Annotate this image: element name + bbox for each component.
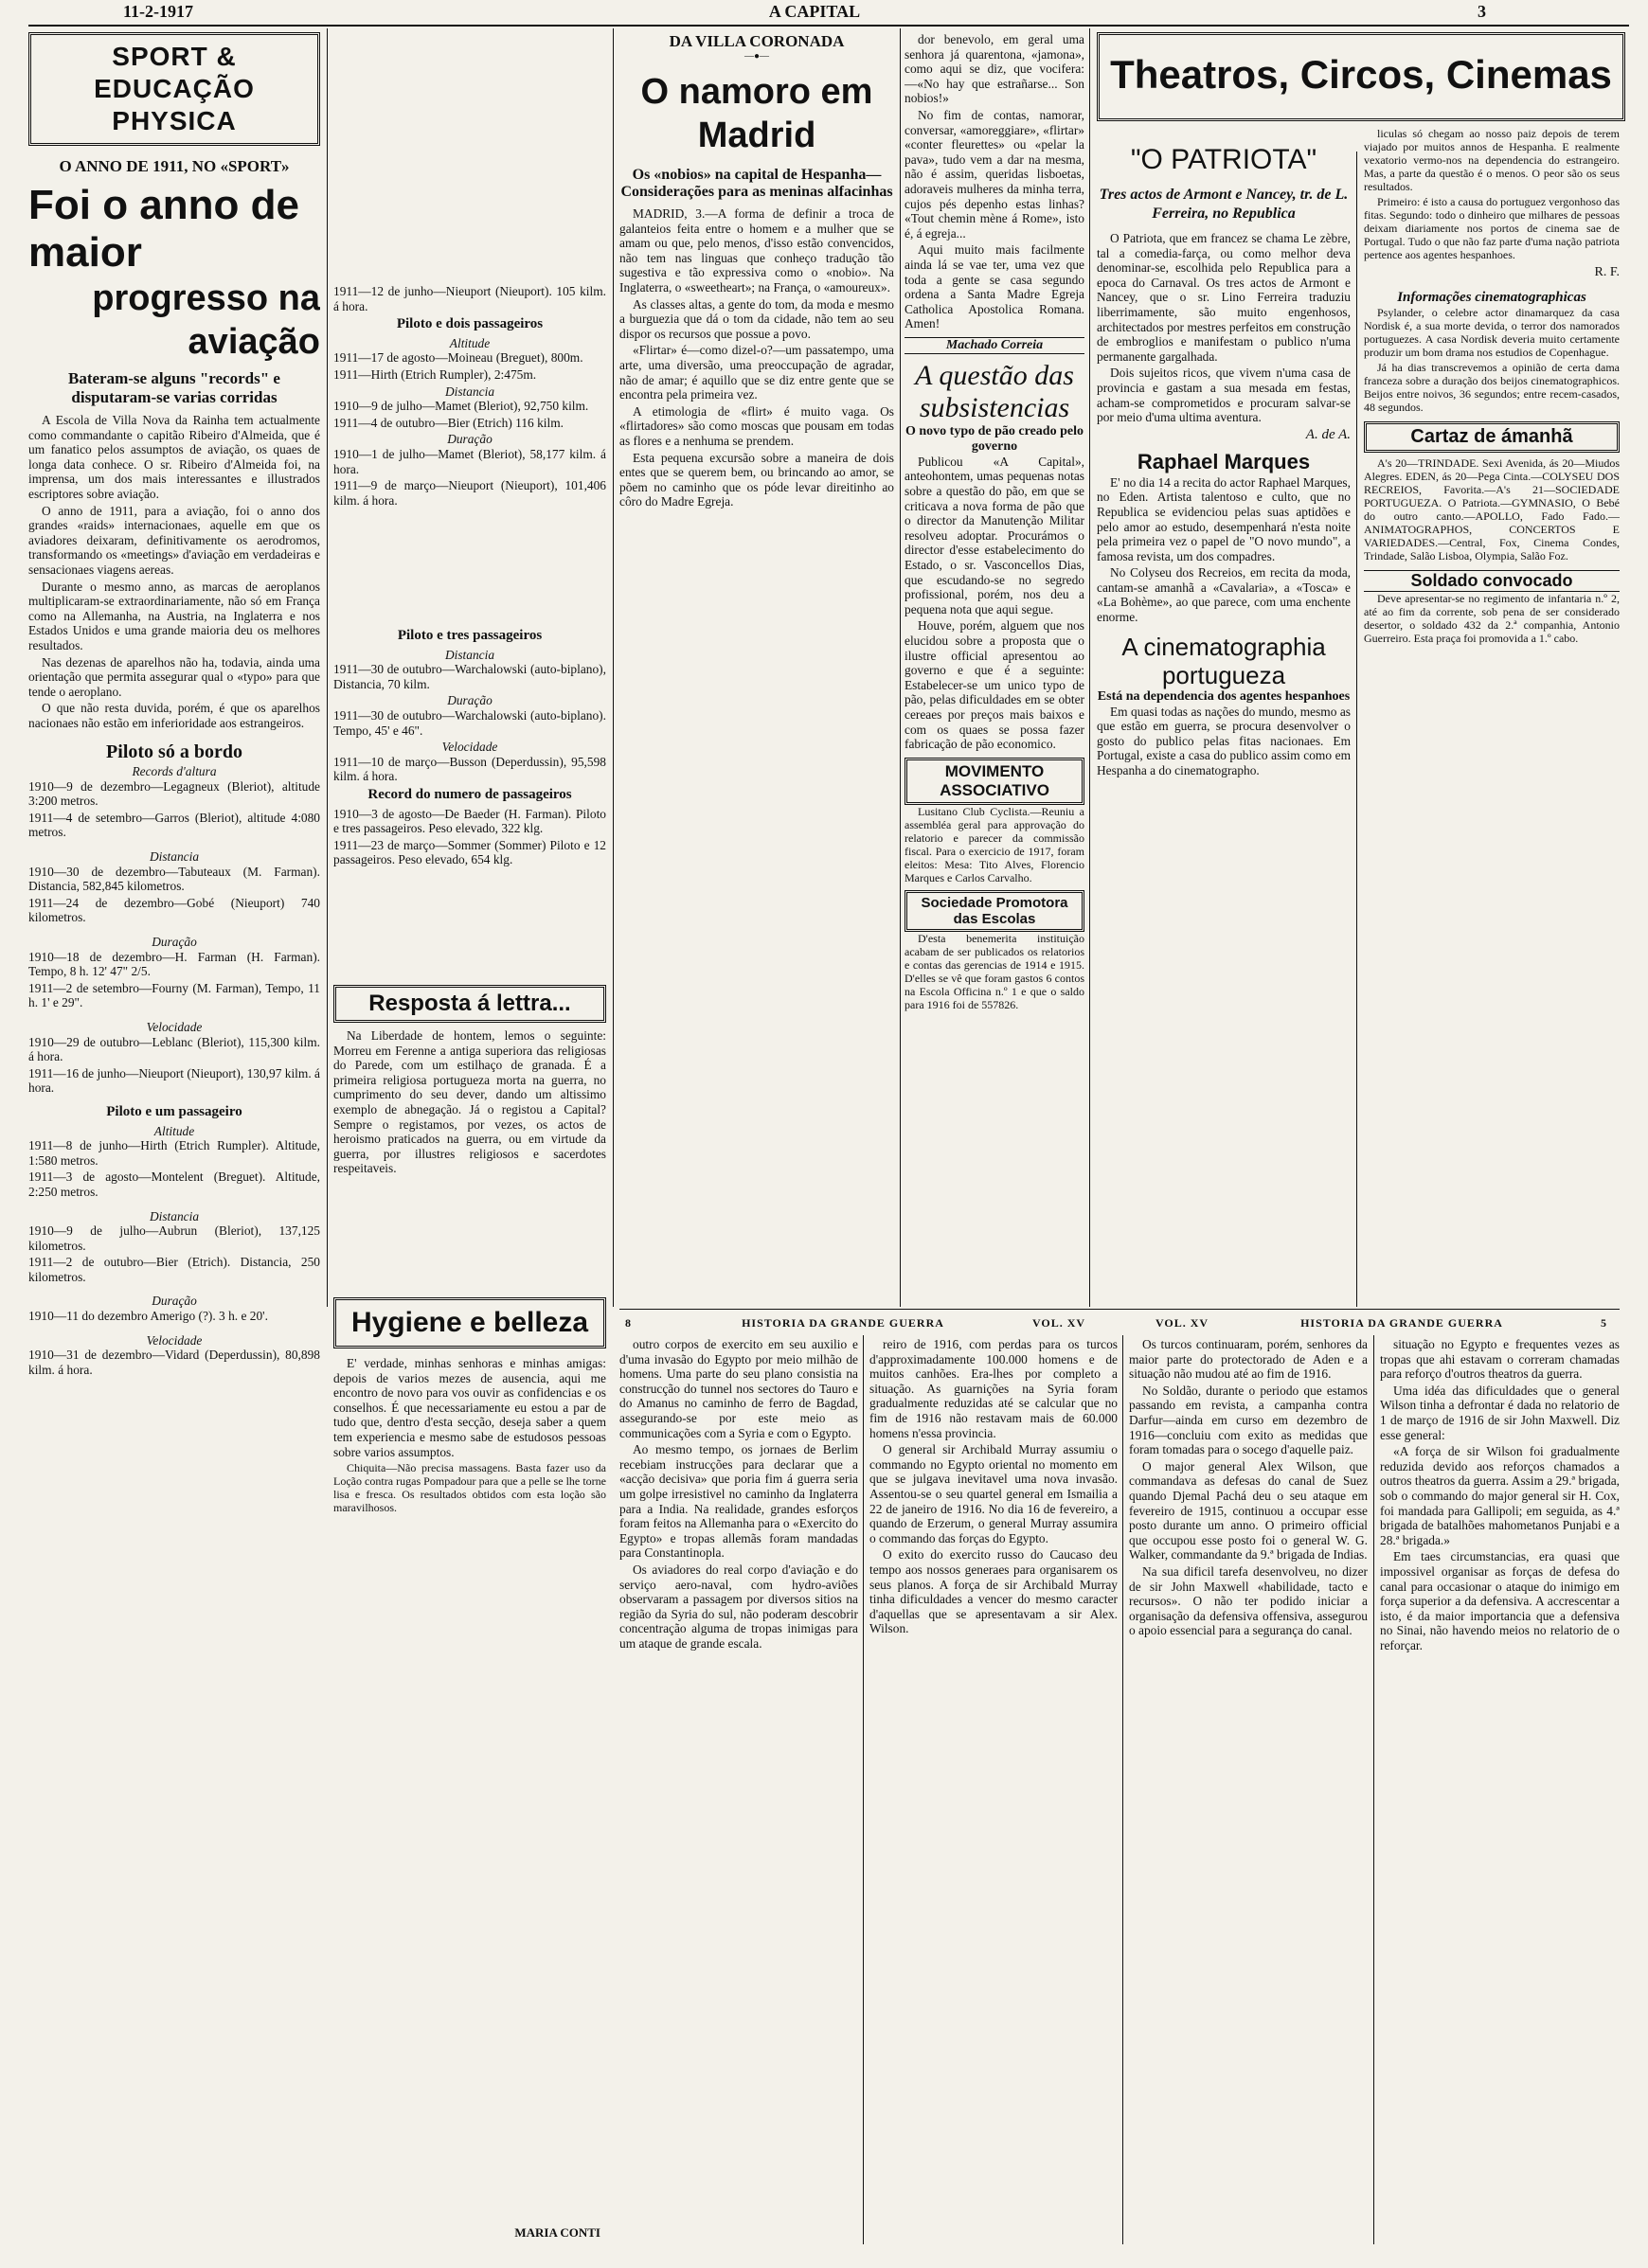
paragraph: As classes altas, a gente do tom, da moda e mesmo a burguezia que dá o tom da cidade, não tem ao seu dispor os recursos que possue a povo. [619,296,894,341]
history-column-d [1380,1337,1620,2237]
column-separator [613,28,614,1307]
paragraph: Uma idéa das dificuldades que o general Wilson tinha a defrontar é dada no relatorio de 1 de março de 1916 de sir John Maxwell. Diz esse general: [1380,1383,1620,1442]
records-subheading: Distancia [444,384,495,399]
theatre-section-title: Theatros, Circos, Cinemas [1097,32,1625,121]
society-title: Sociedade Promotora das Escolas [905,890,1084,932]
record-item: 1911—2 de setembro—Fourny (M. Farman), Tempo, 11 h. 1' e 29". [28,980,320,1010]
paragraph: O Patriota, que em francez se chama Le zèbre, tal a comedia-farça, ou como melhor deva denominar-se, escolhida pelo Republica para a epoca do Carnaval. Os tres actos de Armont e Nancey, que o sr. Lino Ferreira traduziu liberrimamente, são muito engenhosos, architectados por mestres perfeitos em construção de embroglios e manifestam o publico n'uma permanente gargalhada. [1097,231,1351,364]
paragraph: O que não resta duvida, porém, é que os aparelhos nacionaes não estão em inferioridade aos estrangeiros. [28,701,320,730]
paragraph: MADRID, 3.—A forma de definir a troca de galanteios feita entre o homem e a mulher que se amam ou que, pelo menos, d'isso estão convencidos, não tem nas linguas que conheço tradução tão sugestiva e tão expressiva como o «nobio». Na Inglaterra, o «sweetheart»; na França, o «amoureux». [619,206,894,295]
record-item: 1911—8 de junho—Hirth (Etrich Rumpler). Altitude, 1:580 metros. [28,1138,320,1168]
paragraph: No Colyseu dos Recreios, em recita da moda, cantam-se amanhã a «Cavalaria», a «Tosca» e «La Bohème», ao que parece, com uma enchente enorme. [1097,565,1351,625]
theatre-section [1097,127,1351,1301]
lower-left-volume: VOL. XV [1032,1316,1086,1330]
record-item: 1911—24 de dezembro—Gobé (Nieuport) 740 kilometros. [28,895,320,925]
record-item: 1911—9 de março—Nieuport (Nieuport), 101,406 kilm. á hora. [333,478,606,508]
record-item: 1911—3 de agosto—Montelent (Breguet). Altitude, 2:250 metros. [28,1170,320,1199]
info-body [1364,306,1620,414]
raphael-body [1097,475,1351,625]
records-heading: Piloto e um passageiro [106,1103,242,1119]
headline-line-1: Foi o anno de maior [28,182,299,276]
masthead-page-number: 3 [1478,2,1486,21]
paragraph: O general sir Archibald Murray assumiu o commando no Egypto oriental no momento em que se julgava inevitavel uma nova invasão. Assentou-se o seu quartel general em Ismailia a 22 de janeiro de 1916. No dia 16 de fevereiro, a quando de Erzerum, o general Murray assumira o commando das forças do Egypto. [869,1442,1118,1545]
records-continued [333,284,606,625]
column-separator [1373,1335,1374,2244]
paragraph: Primeiro: é isto a causa do portuguez vergonhoso das fitas. Segundo: todo o dinheiro que milhares de pessoas deixam diariamente nos portos de cinema sae de Portugal. Tudo o que não faz parte d'uma nação patriota pertence aos agentes hespanhoes. [1364,195,1620,261]
review-signature: A. de A. [1305,426,1351,442]
record-item: 1911—4 de setembro—Garros (Bleriot), altitude 4:080 metros. [28,810,320,840]
paragraph: Dois sujeitos ricos, que vivem n'uma casa de provincia e gastam a sua mesada em festas, acham-se comprometidos e procuram salvar-se por meio d'uma ultima aventura. [1097,366,1351,425]
lower-left-header: HISTORIA DA GRANDE GUERRA [742,1316,944,1330]
paragraph: A's 20—TRINDADE. Sexi Avenida, ás 20—Miudos Alegres. EDEN, ás 20—Pega Cinta.—COLYSEU DOS RECREIOS, Favorita.—A's 21—SOCIEDADE PORTUGUEZA. O Patriota.—GYMNASIO, O Bebé do outro canto.—APOLLO, Fado Fado.—ANIMATOGRAPHOS, CONCERTOS E VARIEDADES.—Central, Fox, Cinema Condes, Trindade, Salão Lisboa, Olympia, Salão Foz. [1364,456,1620,563]
paragraph: outro corpos de exercito em seu auxilio e d'uma invasão do Egypto por meio milhão de homens. Uma parte do seu plano consistia na construcção do tunnel nos sectores do Tauro e do Amanus no caminho de ferro de Bagdad, assegurando-se por este meio as communicações com a Syria e com o Egypto. [619,1337,858,1440]
paragraph: Na Liberdade de hontem, lemos o seguinte: Morreu em Ferenne a antiga superiora das religiosas do Parede, com um estilhaço de granada. É a primeira religiosa portugueza morta na guerra, no cumprimento do seu dever, dando um altissimo exemplo de abnegação. Já o registou a Capital? Sempre o registamos, por vezes, os actos de heroismo praticados na guerra, ou em virtude da guerra, por illustres religiosos e sacerdotes respeitaveis. [333,1028,606,1176]
reply-section [333,985,606,1288]
records-subheading: Distancia [444,647,495,662]
records-subheading: Altitude [153,1123,195,1138]
subsistence-headline: A questão das subsistencias [915,359,1074,423]
record-item: 1910—9 de julho—Mamet (Bleriot), 92,750 kilm. [333,399,589,414]
records-heading: Record do numero de passageiros [367,786,572,802]
cinema-signature: R. F. [1594,265,1620,279]
records-heading: Piloto só a bordo [106,741,242,763]
paragraph: Aqui muito mais facilmente ainda lá se vae ter, uma vez que toda a gente se casa segundo ordena a Santa Madre Egreja Catholica Apostolica Romana. Amen! [905,242,1084,331]
record-item: 1911—12 de junho—Nieuport (Nieuport). 105 kilm. á hora. [333,284,606,313]
cartaz-body [1364,456,1620,563]
reply-body [333,1028,606,1176]
record-item: 1911—16 de junho—Nieuport (Nieuport), 130,97 kilm. á hora. [28,1065,320,1096]
reply-title: Resposta á lettra... [333,985,606,1023]
paragraph: Em quasi todas as nações do mundo, mesmo as que estão em guerra, se procura desenvolver o gosto do publico pelas fitas nacionaes. Em Portugal, existe a casa do publico assim como em Hespanha a do cinematographo. [1097,704,1351,778]
info-title: Informações cinematographicas [1397,290,1586,305]
article-body [28,413,320,1377]
hygiene-body [333,1356,606,1514]
play-subtitle: Tres actos de Armont e Nancey, tr. de L. Ferreira, no Republica [1099,187,1349,222]
paragraph: liculas só chegam ao nosso paiz depois de terem viajado por muitos annos de Hespanha. E realmente vexatorio vermo-nos na dependencia do estrangeiro. Mas, a parte da questão é o menos. O peor são os seus resultados. [1364,127,1620,193]
article-deck: Bateram-se alguns "records" e disputaram-se varias corridas [68,369,280,406]
history-column-a [619,1337,858,2237]
record-item: 1911—Hirth (Etrich Rumpler), 2:475m. [333,366,537,382]
history-column-b [869,1337,1118,2237]
lower-right-volume: VOL. XV [1155,1316,1209,1330]
paragraph: Os turcos continuaram, porém, senhores da maior parte do protectorado de Aden e a situação não mudou até ao fim de 1916. [1129,1337,1368,1382]
paragraph: No Soldão, durante o periodo que estamos passando em revista, a campanha contra Darfur—ainda em curso em dezembro de 1916—concluiu com exito as medidas que foram tomadas para o socego d'aquelle paiz. [1129,1383,1368,1457]
record-item: 1910—9 de dezembro—Legagneux (Bleriot), altitude 3:200 metros. [28,778,320,809]
kicker-ornament: —●— [743,51,770,62]
headline-line-2: progresso na aviação [92,278,320,362]
paragraph: No fim de contas, namorar, conversar, «amoreggiare», «flirtar» «conter fleurettes» ou «pelar la pava», tudo vem a dar na mesma, não é assim, queridas lisboetas, adoraveis mulheres da minha terra, cujos pés depenho estas linhas? «Tout chemin mène á Rome», isto é, á egreja... [905,107,1084,241]
paragraph: Lusitano Club Cyclista.—Reuniu a assembléa geral para approvação do relatorio e parecer da commissão fiscal. Para o exercicio de 1917, foram eleitos: Mesa: Tito Alves, Florencio Marques e Carlos Carvalho. [905,804,1084,884]
record-item: 1910—30 de dezembro—Tabuteaux (M. Farman). Distancia, 582,845 kilometros. [28,864,320,894]
paragraph: Os aviadores do real corpo d'aviação e do serviço aero-naval, com hydro-aviões observaram a passagem por diversos sitios na região da Syria do sul, não poderam descobrir concentração alguma de tropas inimigas para um ataque de grande escala. [619,1562,858,1651]
lower-left-page-number: 8 [625,1316,632,1330]
record-item: 1910—31 de dezembro—Vidard (Deperdussin), 80,898 kilm. á hora. [28,1348,320,1377]
subsistence-body [905,455,1084,752]
madrid-kicker: DA VILLA CORONADA [669,32,845,50]
lower-right-header: HISTORIA DA GRANDE GUERRA [1300,1316,1503,1330]
paragraph: reiro de 1916, com perdas para os turcos d'approximadamente 100.000 homens e de muitos canhões. Era-lhes por completo a situação. As guarnições na Syria foram gradualmente reduzidas até se calcular que no fim de 1916 não restavam mais de 60.000 homens n'essa provincia. [869,1337,1118,1440]
paragraph: «Flirtar» é—como dizel-o?—um passatempo, uma arte, uma diversão, uma preoccupação de agradar, não de amar; é aquillo que se diz entre gente que se encontra pela primeira vez. [619,343,894,402]
records-continued-2 [333,625,606,985]
article-kicker: O ANNO DE 1911, NO «SPORT» [59,157,290,175]
record-item: 1910—9 de julho—Aubrun (Bleriot), 137,125 kilometros. [28,1223,320,1253]
sport-section-title: SPORT & EDUCAÇÃO PHYSICA [28,32,320,146]
sport-section [28,32,320,2239]
hygiene-title: Hygiene e belleza [333,1297,606,1348]
records-subheading: Altitude [449,335,491,350]
paragraph: O major general Alex Wilson, que commandava as defesas do canal de Suez quando Djemal Pachá deu o seu ataque em fevereiro de 1915, continuou a occupar esse posto durante um anno. O primeiro official que occupou esse posto foi o general W. G. Walker, commandante da 9.ª brigada de Indias. [1129,1458,1368,1563]
madrid-continued-body [905,32,1084,331]
column-separator [1122,1335,1123,2244]
paragraph: Esta pequena excursão sobre a maneira de dois entes que se querem bem, ou brincando ao amor, se põem no caminho que os póde levar direitinho ao côro do Madre Egreja. [619,450,894,509]
column-separator [900,28,901,1307]
paragraph: O anno de 1911, para a aviação, foi o anno dos grandes «raids» internacionaes, aquelle em que os aviadores deixaram, definitivamente os aerodromos, transformando os «meetings» d'aviação em verdadeiras e sensacionaes viagens aereas. [28,503,320,577]
record-item: 1911—4 de outubro—Bier (Etrich) 116 kilm. [333,415,564,430]
cinema-body [1097,705,1351,778]
paragraph: Psylander, o celebre actor dinamarquez da casa Nordisk é, a sua morte devida, o terror dos namorados portuguezes. A casa Nordisk deveria muito certamente produzir um bom drama nos estudios de Copenhague. [1364,306,1620,359]
record-item: 1910—18 de dezembro—H. Farman (H. Farman). Tempo, 8 h. 12' 47" 2/5. [28,949,320,979]
record-item: 1911—10 de março—Busson (Deperdussin), 95,598 kilm. á hora. [333,754,606,784]
hygiene-signature: MARIA CONTI [514,2225,600,2240]
masthead-date: 11-2-1917 [123,2,193,21]
record-item: 1910—3 de agosto—De Baeder (H. Farman). Piloto e tres passageiros. Peso elevado, 322 klg. [333,806,606,836]
record-item: 1911—2 de outubro—Bier (Etrich). Distancia, 250 kilometros. [28,1255,320,1284]
soldier-title: Soldado convocado [1364,570,1620,592]
records-subheading: Duração [152,1294,197,1309]
paragraph: A Escola de Villa Nova da Rainha tem actualmente como commandante o capitão Ribeiro d'Almeida, que é um fanatico pelos assumptos de aviação, os quaes de longa data conhece. O sr. Ribeiro d'Almeida foi, na imprensa, um dos mais interessantes e illustrados escriptores sobre aviação. [28,413,320,501]
records-subheading: Velocidade [146,1332,203,1348]
column-separator [1089,28,1090,1307]
paragraph: Houve, porém, alguem que nos elucidou sobre a proposta que o ilustre official apresentou ao governo e que é a seguinte: Estabelecer-se um unico typo de pão, pelas dificuldades em se obter cereaes por preços mais baixos e com os quaes se possa fazer fabricação de pão economico. [905,618,1084,752]
movement-title: MOVIMENTO ASSOCIATIVO [905,758,1084,805]
records-subheading: Velocidade [146,1019,203,1034]
record-item: 1911—17 de agosto—Moineau (Breguet), 800m. [333,350,583,366]
cinema-title: A cinematographia portugueza [1121,632,1326,689]
paragraph: dor benevolo, em geral uma senhora já quarentona, «jamona», como aqui se diz, que vocifera: —«No hay que estrañarse... Son nobios!» [905,32,1084,106]
paragraph: Ao mesmo tempo, os jornaes de Berlim recebiam instrucções para declarar que a «acção decisiva» que poria fim á guerra seria um golpe irresistivel no caminho da Inglaterra para a India. Na realidade, grandes esforços foram feitos na Allemanha para o «Exercito do Egypto» e tropas allemãs foram mandadas para Constantinopla. [619,1442,858,1561]
records-heading: Piloto e tres passageiros [397,628,543,643]
madrid-deck: Os «nobios» na capital de Hespanha—Considerações para as meninas alfacinhas [620,167,893,200]
madrid-headline: O namoro em Madrid [640,72,873,155]
paragraph: E' no dia 14 a recita do actor Raphael Marques, no Eden. Artista talentoso e culto, que no Republica se evidenciou pelas suas aptidões e pelo amor ao estudo, desempenhará n'esta noite pela primeira vez o papel de "O novo mundo", a famosa revista, um dos compadres. [1097,474,1351,563]
record-item: 1911—30 de outubro—Warchalowski (auto-biplano). Tempo, 45' e 46". [333,707,606,738]
lower-top-rule [619,1309,1620,1310]
lower-right-page-number: 5 [1601,1316,1607,1330]
society-body [905,932,1084,1011]
paragraph: O exito do exercito russo do Caucaso deu tempo aos nossos generaes para organisarem os seus planos. A força de sir Archibald Murray tinha dificuldades a vencer do mesmo caracter d'aquellas que se apresentavam a sir Alex. Wilson. [869,1547,1118,1636]
records-subheading: Distancia [149,849,200,865]
article-signature: Machado Correia [905,337,1084,354]
column-separator [1356,152,1357,1307]
movement-body [905,805,1084,884]
history-column-c [1129,1337,1368,2237]
records-subheading: Velocidade [441,740,498,755]
madrid-body [619,206,894,509]
paragraph: Chiquita—Não precisa massagens. Basta fazer uso da Loção contra rugas Pompadour para que a pelle se lhe torne lisa e fresca. Os resultados obtidos com esta loção são maravilhosos. [333,1461,606,1515]
paragraph: Na sua dificil tarefa desenvolveu, no dizer de sir John Maxwell «habilidade, tacto e recursos». O não ter podido iniciar a organisação da defensiva offensiva, assegurou o apoio essencial para a segurança do canal. [1129,1563,1368,1638]
record-item: 1911—30 de outubro—Warchalowski (auto-biplano), Distancia, 70 kilm. [333,662,606,691]
records-subheading: Distancia [149,1208,200,1223]
record-item: 1910—29 de outubro—Leblanc (Bleriot), 115,300 kilm. á hora. [28,1034,320,1064]
records-subheading: Records d'altura [132,764,217,779]
column-separator [863,1335,864,2244]
record-item: 1911—23 de março—Sommer (Sommer) Piloto e 12 passageiros. Peso elevado, 654 klg. [333,837,606,867]
records-subheading: Duração [447,432,493,447]
paragraph: Em taes circumstancias, era quasi que impossivel organisar as forças de defesa do canal para occasionar o ataque do inimigo em força superior a da defensiva. A accrescentar a isto, é da maior importancia que a defensiva no Sinai, não havendo meios no relatorio de o reforçar. [1380,1549,1620,1652]
record-item: 1910—11 do dezembro Amerigo (?). 3 h. e 20'. [28,1309,268,1324]
records-subheading: Duração [447,693,493,708]
cinema-deck: Está na dependencia dos agentes hespanhoes [1097,688,1351,704]
masthead-rule [28,25,1629,27]
masthead-paper: A CAPITAL [768,2,861,21]
column-separator [327,28,328,1307]
cinema-continued [1364,127,1620,1301]
paragraph: A etimologia de «flirt» é muito vaga. Os «flirtadores» são como moscas que pousam em todas as flores e a nenhuma se prendem. [619,403,894,448]
paragraph: Já ha dias transcrevemos a opinião de certa dama franceza sobre a duração dos beijos cinematographicos. Beijos entre noivos, 36 segundos; entre recem-casados, 48 segundos. [1364,361,1620,414]
paragraph: E' verdade, minhas senhoras e minhas amigas: depois de varios mezes de ausencia, aqui me encontro de novo para vos ouvir as confidencias e os conselhos. É que necessariamente eu estou a par de tudo que, dentro d'esta secção, deseja saber a quem tem experiencia e mesmo sabe de estudosos pessoas sobre varios assumptos. [333,1356,606,1459]
paragraph: Durante o mesmo anno, as marcas de aeroplanos multiplicaram-se extraordinariamente, não só em França como na Allemanha, na Austria, na Inglaterra e nos Estados Unidos e uma grande maioria deu os melhores resultados. [28,579,320,652]
hygiene-section [333,1297,606,2244]
cartaz-title: Cartaz de ámanhã [1364,421,1620,453]
raphael-title: Raphael Marques [1137,449,1311,473]
madrid-article [619,32,894,1301]
play-title: "O PATRIOTA" [1130,144,1317,175]
paragraph: Publicou «A Capital», anteohontem, umas pequenas notas sobre a questão do pão, em que se criticava a nova forma de pão que o director da Manutenção Militar resolveu adoptar. Procurámos o director d'esse estabelecimento do Estado, o sr. Vasconcellos Dias, que escudando-se no segredo profissional, porém, nos deu a pequena nota que aqui segue. [905,454,1084,616]
cinema-continued-body [1364,127,1620,261]
records-heading: Piloto e dois passageiros [396,316,544,332]
madrid-continued [905,32,1084,1301]
paragraph: Nas dezenas de aparelhos não ha, todavia, ainda uma orientação que permita assegurar qual o «typo» para que tende o aeroplano. [28,654,320,699]
paragraph: D'esta benemerita instituição acabam de ser publicados os relatorios e contas das gerencias de 1914 e 1915. D'elles se vê que foram gastos 6 contos na Escola Officina n.º 1 e que o saldo para 1916 foi de 557826. [905,931,1084,1011]
soldier-body [1364,592,1620,645]
record-item: 1910—1 de julho—Mamet (Bleriot), 58,177 kilm. á hora. [333,446,606,476]
play-review [1097,231,1351,425]
subsistence-deck: O novo typo de pão creado pelo governo [905,423,1084,454]
paragraph: situação no Egypto e frequentes vezes as tropas que ahi estavam o correram chamadas para reforço d'outros theatros da guerra. [1380,1337,1620,1382]
records-subheading: Duração [152,935,197,949]
paragraph: Deve apresentar-se no regimento de infantaria n.º 2, até ao fim da corrente, sob pena de ser considerado desertor, o soldado 432 da 2.ª companhia, Antonio Guerreiro. Esta praça foi promovida a 1.º cabo. [1364,592,1620,645]
paragraph: «A força de sir Wilson foi gradualmente reduzida devido aos reforços chamados a outros theatros da guerra. Assim a 29.ª brigada, sob o commando do major general sir H. Cox, foi mandada para Gallipoli; em seguida, as 4.ª brigada de batalhões mahometanos Punjabi e a 28.ª brigada.» [1380,1444,1620,1547]
